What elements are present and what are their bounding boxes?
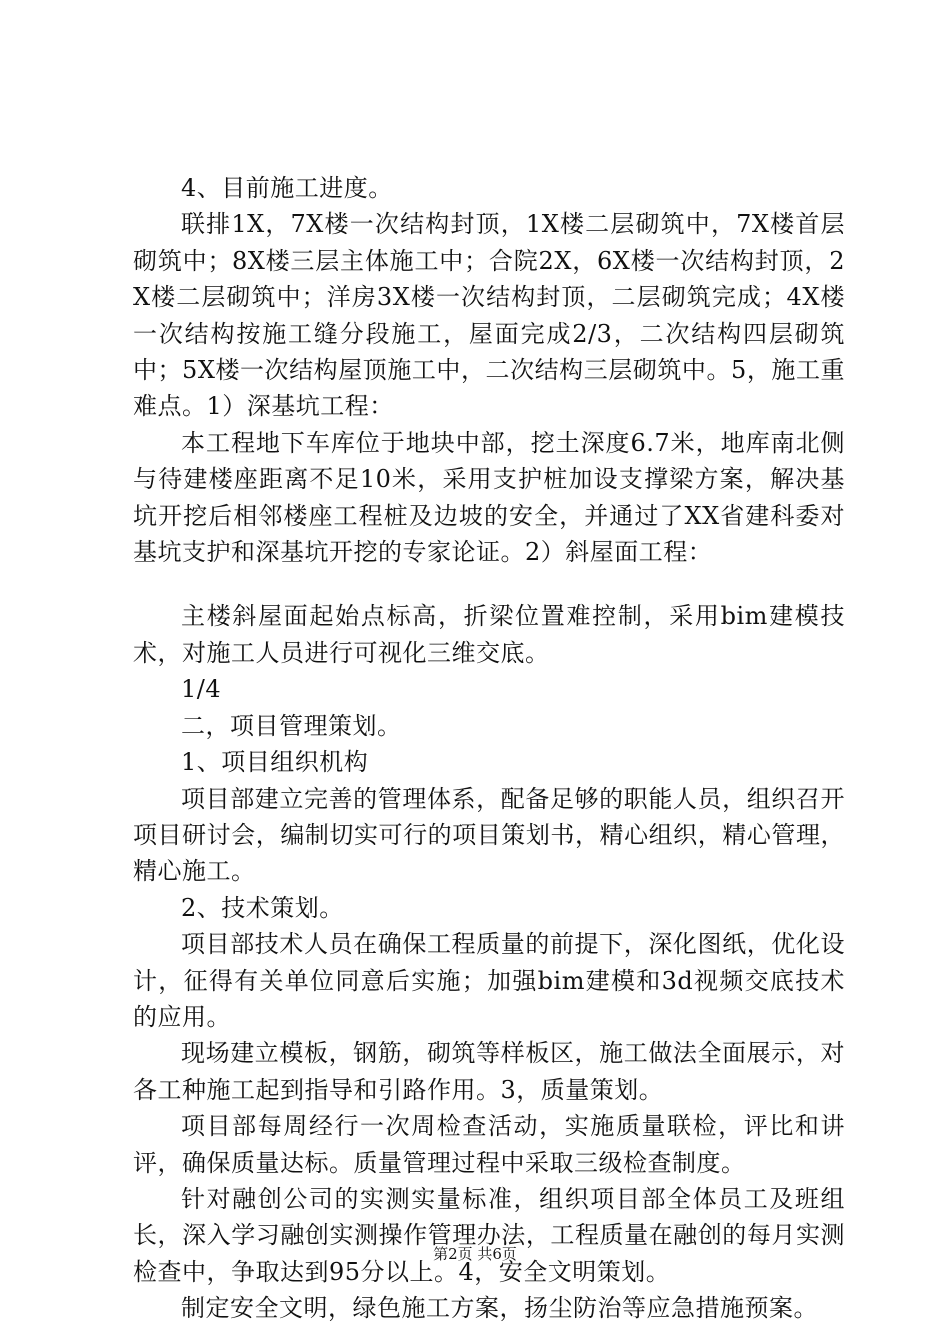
paragraph-progress-detail: 联排1X，7X楼一次结构封顶，1X楼二层砌筑中，7X楼首层砌筑中；8X楼三层主体施工中；合院2X，6X楼一次结构封顶，2X楼二层砌筑中；洋房3X楼一次结构封顶，二层砌筑完成；4X楼一次结构按施工缝分段施工，屋面完成2/3，二次结构四层砌筑中；5X楼一次结构屋顶施工中，二次结构三层砌筑中。5，施工重难点。1）深基坑工程： [133, 210, 845, 421]
paragraph-safety-plan: 制定安全文明，绿色施工方案，扬尘防治等应急措施预案。 [181, 1294, 818, 1323]
paragraph-organization-detail: 项目部建立完善的管理体系，配备足够的职能人员，组织召开项目研讨会，编制切实可行的项目策划书，精心组织，精心管理，精心施工。 [133, 784, 845, 886]
paragraph-technical-heading: 2、技术策划。 [181, 893, 344, 922]
paragraph-progress-heading: 4、目前施工进度。 [181, 174, 393, 202]
paragraph-measurement-standard: 针对融创公司的实测实量标准，组织项目部全体员工及班组长，深入学习融创实测操作管理办法，工程质量在融创的每月实测检查中，争取达到95分以上。4，安全文明策划。 [133, 1184, 845, 1286]
paragraph-deep-foundation: 本工程地下车库位于地块中部，挖土深度6.7米，地库南北侧与待建楼座距离不足10米，采用支护桩加设支撑梁方案，解决基坑开挖后相邻楼座工程桩及边坡的安全，并通过了XX省建科委对基坑支护和深基坑开挖的专家论证。2）斜屋面工程： [133, 428, 845, 567]
page-footer: 第2页 共6页 [433, 1245, 517, 1263]
paragraph-organization-heading: 1、项目组织机构 [181, 748, 369, 777]
paragraph-quality-checks: 项目部每周经行一次周检查活动，实施质量联检，评比和讲评，确保质量达标。质量管理过程中采取三级检查制度。 [133, 1112, 845, 1177]
document-body [133, 170, 845, 1327]
paragraph-sample-area: 现场建立模板，钢筋，砌筑等样板区，施工做法全面展示，对各工种施工起到指导和引路作用。3，质量策划。 [133, 1039, 845, 1104]
paragraph-technical-detail: 项目部技术人员在确保工程质量的前提下，深化图纸，优化设计，征得有关单位同意后实施；加强bim建模和3d视频交底技术的应用。 [133, 930, 845, 1031]
paragraph-gap [133, 570, 845, 598]
paragraph-section-two-heading: 二，项目管理策划。 [181, 711, 402, 740]
paragraph-page-fraction: 1/4 [181, 675, 222, 704]
paragraph-sloped-roof: 主楼斜屋面起始点标高，折梁位置难控制，采用bim建模技术，对施工人员进行可视化三维交底。 [133, 602, 845, 667]
